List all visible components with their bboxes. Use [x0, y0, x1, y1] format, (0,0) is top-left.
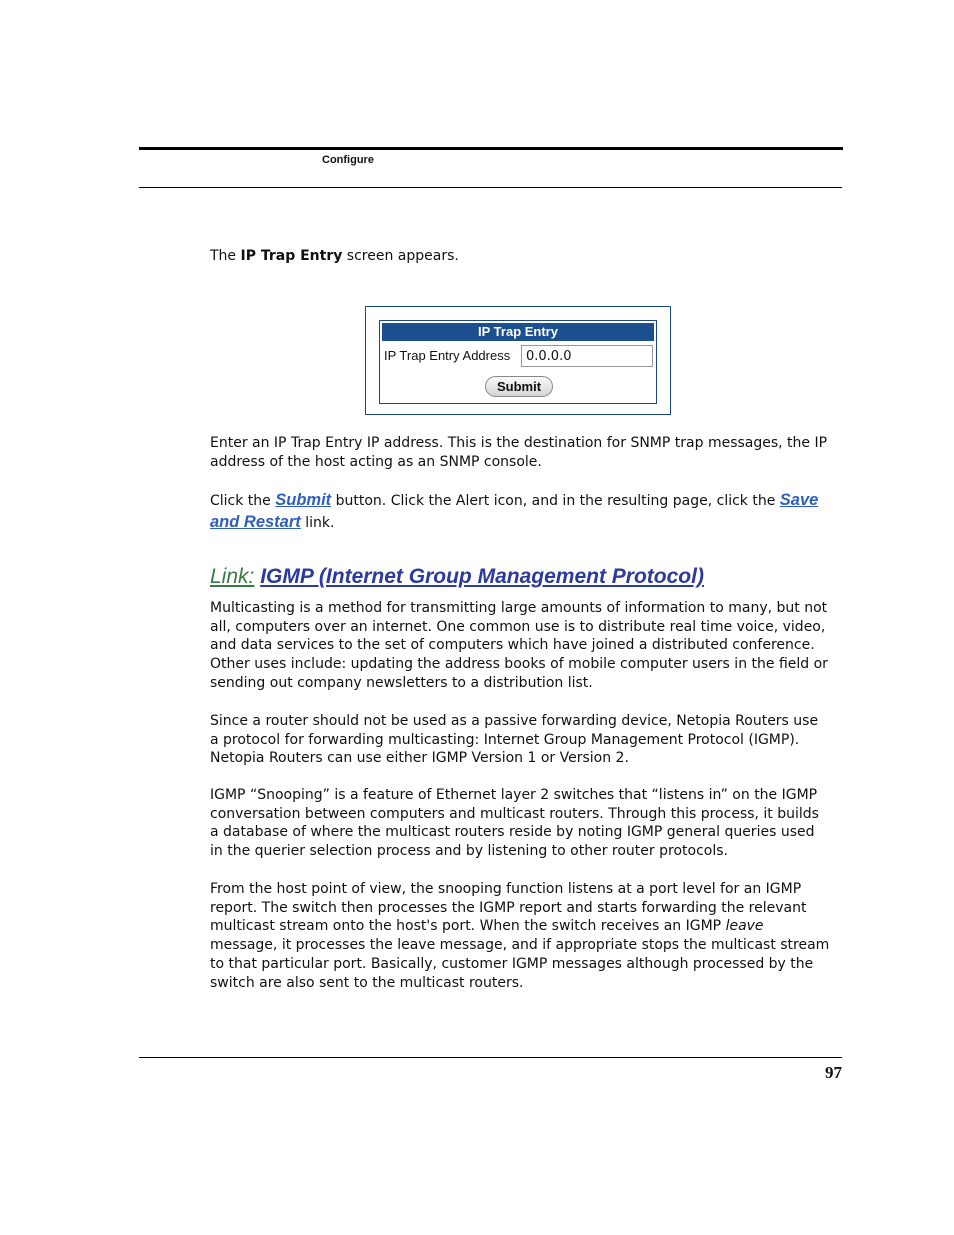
- host-paragraph: [210, 880, 830, 992]
- multicasting-paragraph: Multicasting is a method for transmitting large amounts of information to many, but not all, computers over an internet. One common use is to distribute real time voice, video, and data services to the set of computers which have joined a distributed conference. Other uses include: updating the address books of mobile computer users in the field or sending out company newsletters to a distribution list.: [210, 600, 828, 691]
- click-instructions-paragraph: [210, 490, 830, 534]
- footer-rule: [139, 1057, 842, 1058]
- panel-title: IP Trap Entry: [382, 323, 654, 341]
- host-text-1: From the host point of view, the snooping function listens at a port level for an IGMP report. The switch then processes the IGMP report and starts forwarding the relevant multicast stream onto the host's port. When the switch receives an IGMP: [210, 881, 807, 935]
- enter-address-paragraph: Enter an IP Trap Entry IP address. This is the destination for SNMP trap messages, the IP address of the host acting as an SNMP console.: [210, 435, 828, 470]
- running-header: Configure: [322, 154, 374, 166]
- header-rule: [139, 147, 843, 150]
- page-number: 97: [825, 1063, 842, 1082]
- click-text-1: Click the: [210, 493, 276, 509]
- router-paragraph: Since a router should not be used as a passive forwarding device, Netopia Routers use a protocol for forwarding multicasting: Internet Group Management Protocol (IGMP). Netopia Routers can use either IGMP Version 1 or Version 2.: [210, 713, 819, 767]
- submit-button[interactable]: Submit: [485, 376, 553, 397]
- leave-emphasis: leave: [725, 918, 764, 935]
- heading-link-prefix[interactable]: Link:: [210, 565, 255, 588]
- click-text-2: button. Click the Alert icon, and in the resulting page, click the: [331, 493, 780, 509]
- host-text-2: message, it processes the leave message, and if appropriate stops the multicast stream to that particular port. Basically, customer IGMP messages although processed by the switch are also sent to the multicast routers.: [210, 937, 830, 991]
- header-divider: [139, 187, 842, 188]
- intro-prefix: The: [210, 248, 241, 264]
- intro-suffix: screen appears.: [342, 248, 459, 264]
- save-and-restart-link[interactable]: Save and Restart: [210, 491, 819, 531]
- section-heading: [210, 565, 840, 589]
- snooping-paragraph: IGMP “Snooping” is a feature of Ethernet layer 2 switches that “listens in” on the IGMP conversation between computers and multicast routers. Through this process, it builds a database of where the multicast routers reside by noting IGMP general queries used in the querier selection process and by listening to other router protocols.: [210, 787, 819, 860]
- click-text-3: link.: [300, 515, 335, 531]
- intro-paragraph: [210, 247, 830, 266]
- ip-trap-entry-panel: [379, 320, 657, 404]
- screen-name: IP Trap Entry: [240, 248, 343, 264]
- submit-link[interactable]: Submit: [275, 491, 332, 509]
- ip-trap-entry-address-label: IP Trap Entry Address: [384, 348, 511, 363]
- ip-trap-entry-screenshot: [365, 306, 671, 415]
- ip-trap-entry-address-input[interactable]: [521, 345, 653, 367]
- igmp-heading-link[interactable]: IGMP (Internet Group Management Protocol): [260, 565, 704, 588]
